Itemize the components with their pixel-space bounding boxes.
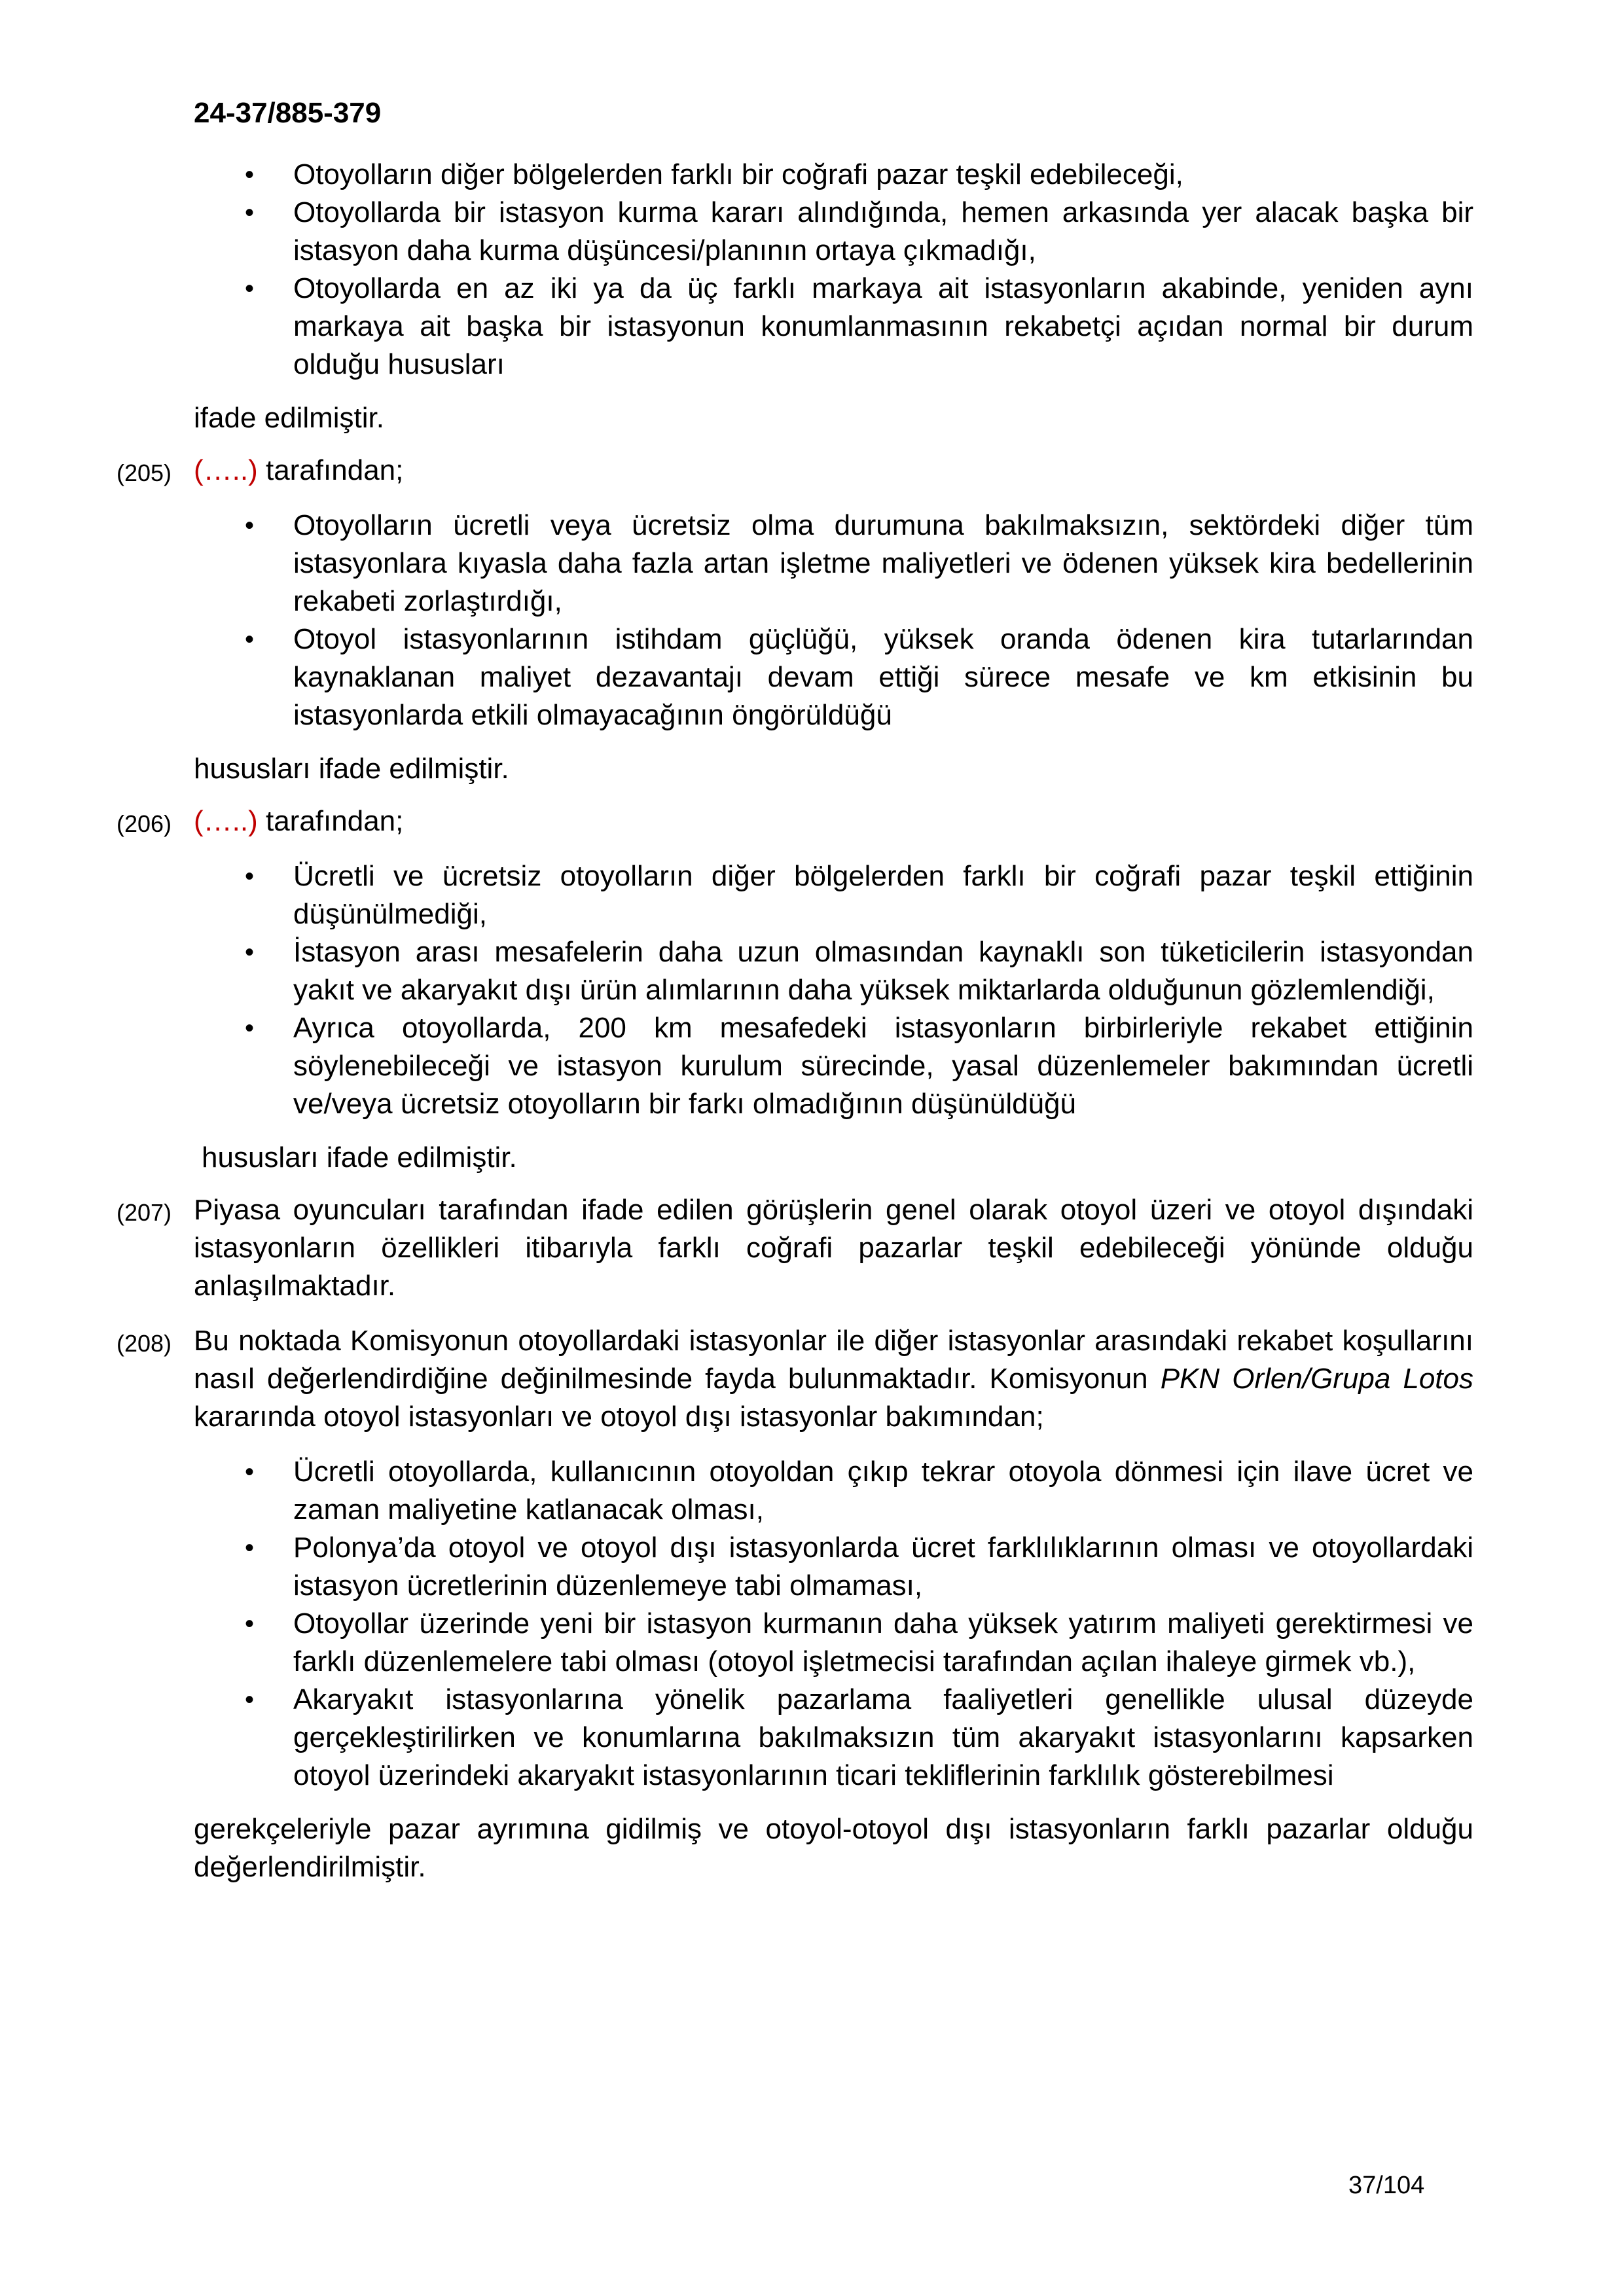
document-body [117,156,1474,1901]
bullet-icon: • [245,1609,255,1638]
page-header: 24-37/885-379 [194,97,382,129]
bullet-icon: • [245,938,255,967]
bullet-icon: • [245,862,255,891]
p205-list [194,507,1473,734]
list-item: • İstasyon arası mesafelerin daha uzun olmasından kaynaklı son tüketicilerin istasyondan yakıt ve akaryakıt dışı ürün alımlarının daha yüksek miktarlarda olduğunun gözlemlendiği, [194,933,1473,1009]
paragraph-208 [117,1322,1474,1436]
paragraph-text: tarafından; [257,805,404,837]
list-item: • Otoyollar üzerinde yeni bir istasyon kurmanın daha yüksek yatırım maliyeti gerektirmesi ve farklı düzenlemelere tabi olması (otoyol işletmecisi tarafından açılan ihaleye girmek vb.), [194,1605,1473,1681]
bullet-icon: • [245,1014,255,1043]
page-number: 37/104 [1348,2172,1425,2199]
bullet-icon: • [245,511,255,540]
paragraph-text: Piyasa oyuncuları tarafından ifade edilen görüşlerin genel olarak otoyol üzeri ve otoyol dışındaki istasyonların özellikleri itibarıyla farklı coğrafi pazarlar teşkil edebileceği yönünde olduğu anlaşılmaktadır. [194,1194,1473,1302]
list-item: • Otoyol istasyonlarının istihdam güçlüğü, yüksek oranda ödenen kira tutarlarından kaynaklanan maliyet dezavantajı devam ettiği sürece mesafe ve km etkisinin bu istasyonlarda etkili olmayacağının öngörüldüğü [194,620,1473,734]
list-item: • Polonya’da otoyol ve otoyol dışı istasyonlarda ücret farklılıklarının olması ve otoyollardaki istasyon ücretlerinin düzenlemeye tabi olmaması, [194,1529,1473,1605]
paragraph-text: kararında otoyol istasyonları ve otoyol dışı istasyonlar bakımından; [194,1401,1044,1433]
bullet-icon: • [245,625,255,654]
paragraph-number: (208) [117,1330,172,1357]
paragraph-text: tarafından; [257,454,404,486]
list-item: • Ücretli ve ücretsiz otoyolların diğer bölgelerden farklı bir coğrafi pazar teşkil ettiğinin düşünülmediği, [194,857,1473,933]
p206-closing: hususları ifade edilmiştir. [202,1141,517,1174]
list-item: • Ayrıca otoyollarda, 200 km mesafedeki istasyonların birbirleriyle rekabet ettiğinin söylenebileceği ve istasyon kurulum sürecinde, yasal düzenlemeler bakımından ücretli ve/veya ücretsiz otoyolların bir farkı olmadığının düşünüldüğü [194,1009,1473,1123]
list-item: • Otoyolların ücretli veya ücretsiz olma durumuna bakılmaksızın, sektördeki diğer tüm istasyonlara kıyasla daha fazla artan işletme maliyetleri ve ödenen yüksek kira bedellerinin rekabeti zorlaştırdığı, [194,507,1473,620]
p208-closing: gerekçeleriyle pazar ayrımına gidilmiş ve otoyol-otoyol dışı istasyonların farklı pazarlar olduğu değerlendirilmiştir. [194,1813,1473,1883]
redacted-placeholder: (…..) [194,454,258,486]
case-name: PKN Orlen/Grupa Lotos [1160,1363,1474,1395]
paragraph-206 [117,802,1473,840]
redacted-placeholder: (…..) [194,805,258,837]
paragraph-207 [117,1191,1473,1305]
paragraph-number: (206) [117,810,172,837]
paragraph-text: Bu noktada Komisyonun otoyollardaki istasyonlar ile diğer istasyonlar arasındaki rekabet koşullarını nasıl değerlendirdiğine değinilmesinde fayda bulunmaktadır. Komisyonun [194,1325,1473,1395]
bullet-icon: • [245,1458,255,1486]
list-item: • Otoyollarda bir istasyon kurma kararı alındığında, hemen arkasında yer alacak başka bir istasyon daha kurma düşüncesi/planının ortaya çıkmadığı, [194,194,1473,270]
list-item: • Otoyollarda en az iki ya da üç farklı markaya ait istasyonların akabinde, yeniden aynı markaya ait başka bir istasyonun konumlanmasının rekabetçi açıdan normal bir durum olduğu hususları [194,270,1473,384]
paragraph-number: (205) [117,459,172,486]
list-item: • Otoyolların diğer bölgelerden farklı bir coğrafi pazar teşkil edebileceği, [194,156,1473,194]
list-item: • Ücretli otoyollarda, kullanıcının otoyoldan çıkıp tekrar otoyola dönmesi için ilave ücret ve zaman maliyetine katlanacak olması, [194,1453,1473,1529]
bullet-icon: • [245,160,255,189]
p206-list [194,857,1473,1123]
intro-closing: ifade edilmiştir. [194,402,385,434]
bullet-icon: • [245,274,255,303]
bullet-icon: • [245,1685,255,1714]
intro-list [194,156,1473,384]
p208-list [194,1453,1473,1795]
list-item: • Akaryakıt istasyonlarına yönelik pazarlama faaliyetleri genellikle ulusal düzeyde gerçekleştirilirken ve konumlarına bakılmaksızın tüm akaryakıt istasyonlarını kapsarken otoyol üzerindeki akaryakıt istasyonlarının ticari tekliflerinin farklılık gösterebilmesi [194,1681,1473,1795]
p205-closing: hususları ifade edilmiştir. [194,753,509,785]
paragraph-number: (207) [117,1199,172,1226]
bullet-icon: • [245,1534,255,1562]
paragraph-205 [117,452,1473,490]
bullet-icon: • [245,198,255,227]
